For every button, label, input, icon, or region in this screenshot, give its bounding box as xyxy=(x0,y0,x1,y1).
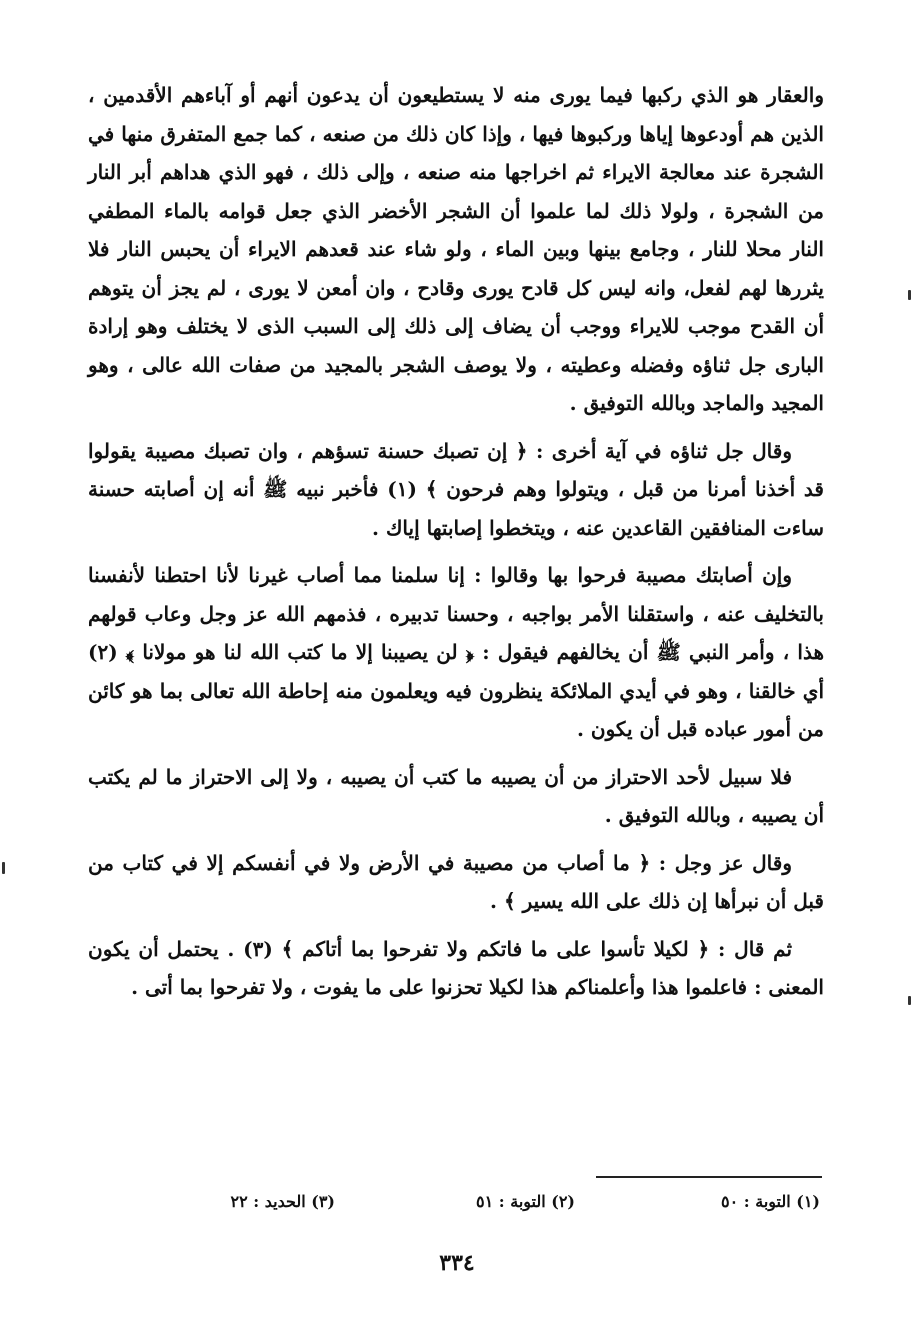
paragraph-6: ثم قال : ﴿ لكيلا تأسوا على ما فاتكم ولا تفرحوا بما أتاكم ﴾ (٣) . يحتمل أن يكون المعنى : فاعلموا هذا وأعلمناكم هذا لكيلا تحزنوا على ما يفوت ، ولا تفرحوا بما أتى . xyxy=(88,936,824,999)
paragraph-3: وإن أصابتك مصيبة فرحوا بها وقالوا : إنا سلمنا مما أصاب غيرنا لأنا احتطنا لأنفسنا بالتخليف عنه ، واستقلنا الأمر بواجبه ، وحسنا تدبيره ، فذمهم الله عز وجل وعاب قولهم هذا ، وأمر النبي ﷺ أن يخالفهم فيقول : ﴿ لن يصيبنا إلا ما كتب الله لنا هو مولانا ﴾ (٢) أي خالقنا ، وهو في أيدي الملائكة ينظرون فيه ويعلمون منه إحاطة الله تعالى بما هو كائن من أمور عباده قبل أن يكون . xyxy=(88,563,824,741)
paragraph-5: وقال عز وجل : ﴿ ما أصاب من مصيبة في الأرض ولا في أنفسكم إلا في كتاب من قبل أن نبرأها إن ذلك على الله يسير ﴾ . xyxy=(88,850,824,913)
page-number: ٣٣٤ xyxy=(439,1250,475,1276)
main-text xyxy=(88,76,824,1016)
footnote-separator xyxy=(596,1176,822,1178)
scan-margin-mark xyxy=(2,862,5,874)
paragraph-2: وقال جل ثناؤه في آية أخرى : ﴿ إن تصبك حسنة تسؤهم ، وان تصبك مصيبة يقولوا قد أخذنا أمرنا من قبل ، ويتولوا وهم فرحون ﴾ (١) فأخبر نبيه ﷺ أنه إن أصابته حسنة ساءت المنافقين القاعدين عنه ، ويتخطوا إصابتها إياك . xyxy=(88,438,824,540)
paragraph-1: والعقار هو الذي ركبها فيما يورى منه لا يستطيعون أن يدعون أنهم أو آباءهم الأقدمين ، الذين هم أودعوها إياها وركبوها فيها ، وإذا كان ذلك من صنعه ، كما جمع المتفرق منها في الشجرة عند معالجة الايراء ثم اخراجها منه صنعه ، وإلى ذلك ، فهو الذي هداهم أبر النار من الشجرة ، ولولا ذلك لما علموا أن الشجر الأخضر الذي جعل قوامه بالماء المطفي النار محلا للنار ، وجامع بينها وبين الماء ، ولو شاء عند قعدهم الايراء أن يحبس النار فلا يثررها لهم لفعل، وانه ليس كل قادح يورى وقادح ، وان أمعن لا يورى ، لم يجز أن يتوهم أن القدح موجب للايراء ووجب أن يضاف إلى ذلك إلى السبب الذى لا يختلف وهو إرادة البارى جل ثناؤه وفضله وعطيته ، ولا يوصف الشجر بالمجيد من صفات الله عالى ، وهو المجيد والماجد وبالله التوفيق . xyxy=(88,83,825,415)
scan-margin-mark xyxy=(908,290,911,300)
footnote-2: (٢) التوبة : ٥١ xyxy=(476,1192,575,1211)
scan-margin-mark xyxy=(908,996,911,1005)
footnotes xyxy=(180,1192,820,1222)
footnote-3: (٣) الحديد : ٢٢ xyxy=(230,1192,335,1211)
paragraph-4: فلا سبيل لأحد الاحتراز من أن يصيبه ما كتب أن يصيبه ، ولا إلى الاحتراز ما لم يكتب أن يصيبه ، وبالله التوفيق . xyxy=(88,764,824,827)
footnote-1: (١) التوبة : ٥٠ xyxy=(721,1192,820,1211)
